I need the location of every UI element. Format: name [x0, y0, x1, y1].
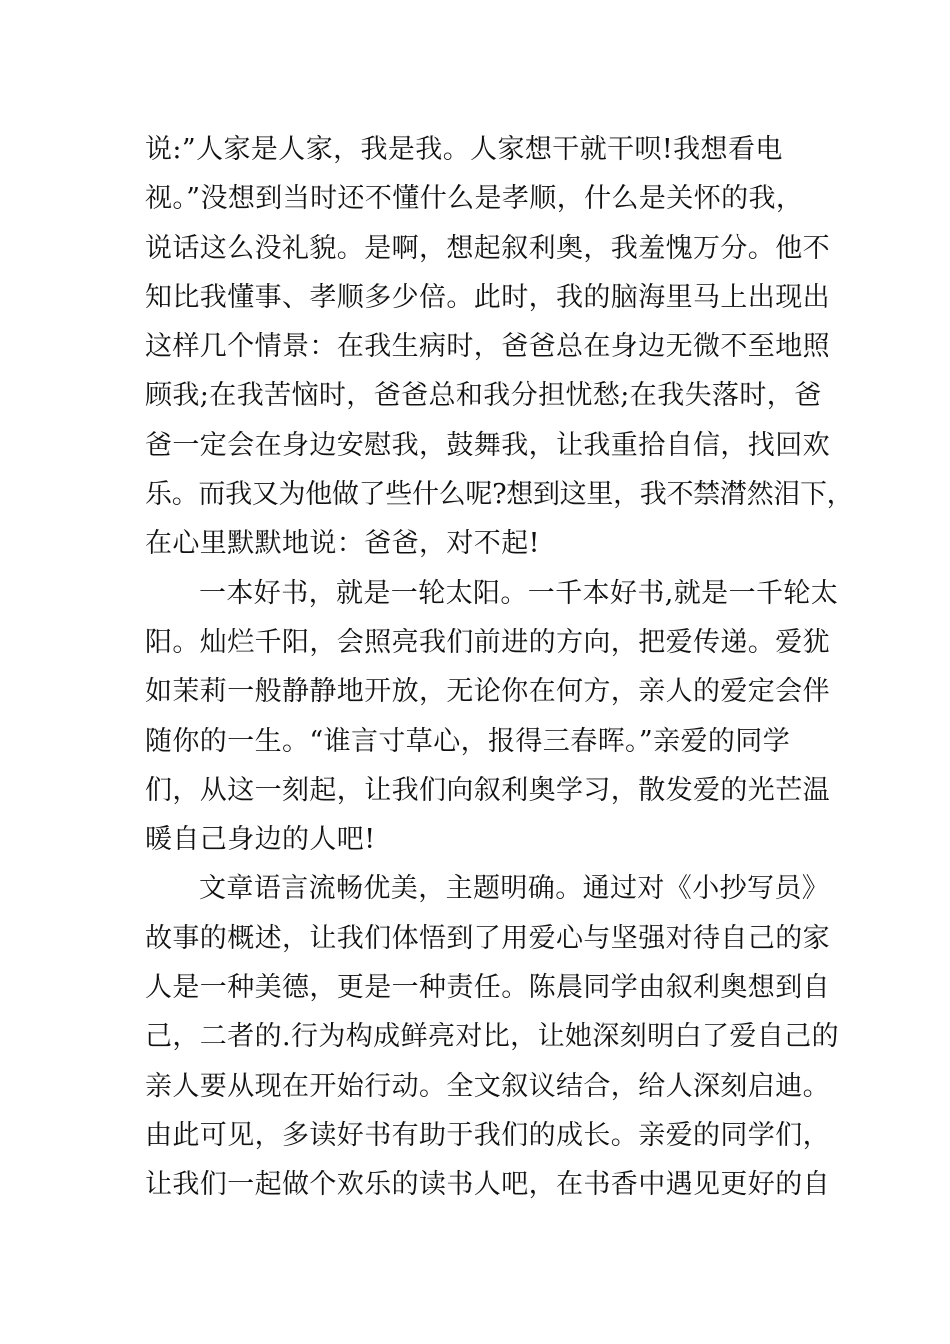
paragraph-first-line: 一本好书，就是一轮太阳。一千本好书,就是一千轮太 [199, 577, 839, 609]
text-line: 故事的概述，让我们体悟到了用爱心与坚强对待自己的家 [145, 922, 830, 954]
body-text [145, 125, 854, 1210]
text-line: 暖自己身边的人吧! [145, 824, 376, 856]
text-line: 顾我;在我苦恼时，爸爸总和我分担忧愁;在我失落时，爸 [145, 380, 822, 412]
text-line: 由此可见，多读好书有助于我们的成长。亲爱的同学们， [145, 1119, 830, 1151]
text-line: 随你的一生。“谁言寸草心，报得三春晖。”亲爱的同学 [145, 725, 791, 757]
text-line: 们，从这一刻起，让我们向叙利奥学习，散发爱的光芒温 [145, 774, 830, 806]
paragraph-first-line: 文章语言流畅优美，主题明确。通过对《小抄写员》 [199, 873, 830, 905]
text-line: 如茉莉一般静静地开放，无论你在何方，亲人的爱定会伴 [145, 676, 830, 708]
text-line: 阳。灿烂千阳，会照亮我们前进的方向，把爱传递。爱犹 [145, 626, 830, 658]
text-line: 知比我懂事、孝顺多少倍。此时，我的脑海里马上出现出 [145, 281, 830, 313]
text-line: 说话这么没礼貌。是啊，想起叙利奥，我羞愧万分。他不 [145, 232, 830, 264]
text-line: 人是一种美德，更是一种责任。陈晨同学由叙利奥想到自 [145, 972, 830, 1004]
text-line: 让我们一起做个欢乐的读书人吧，在书香中遇见更好的自 [145, 1169, 830, 1201]
text-line: 己，二者的.行为构成鲜亮对比，让她深刻明白了爱自己的 [145, 1021, 839, 1053]
text-line: 在心里默默地说：爸爸，对不起! [145, 528, 540, 560]
text-line: 亲人要从现在开始行动。全文叙议结合，给人深刻启迪。 [145, 1070, 830, 1102]
text-line: 说:”人家是人家，我是我。人家想干就干呗!我想看电 [145, 134, 783, 165]
text-line: 乐。而我又为他做了些什么呢?想到这里，我不禁潸然泪下， [145, 479, 854, 511]
text-line: 这样几个情景：在我生病时，爸爸总在身边无微不至地照 [145, 331, 830, 363]
text-line: 视。”没想到当时还不懂什么是孝顺，什么是关怀的我， [145, 183, 804, 215]
text-line: 爸一定会在身边安慰我，鼓舞我，让我重拾自信，找回欢 [145, 429, 830, 461]
